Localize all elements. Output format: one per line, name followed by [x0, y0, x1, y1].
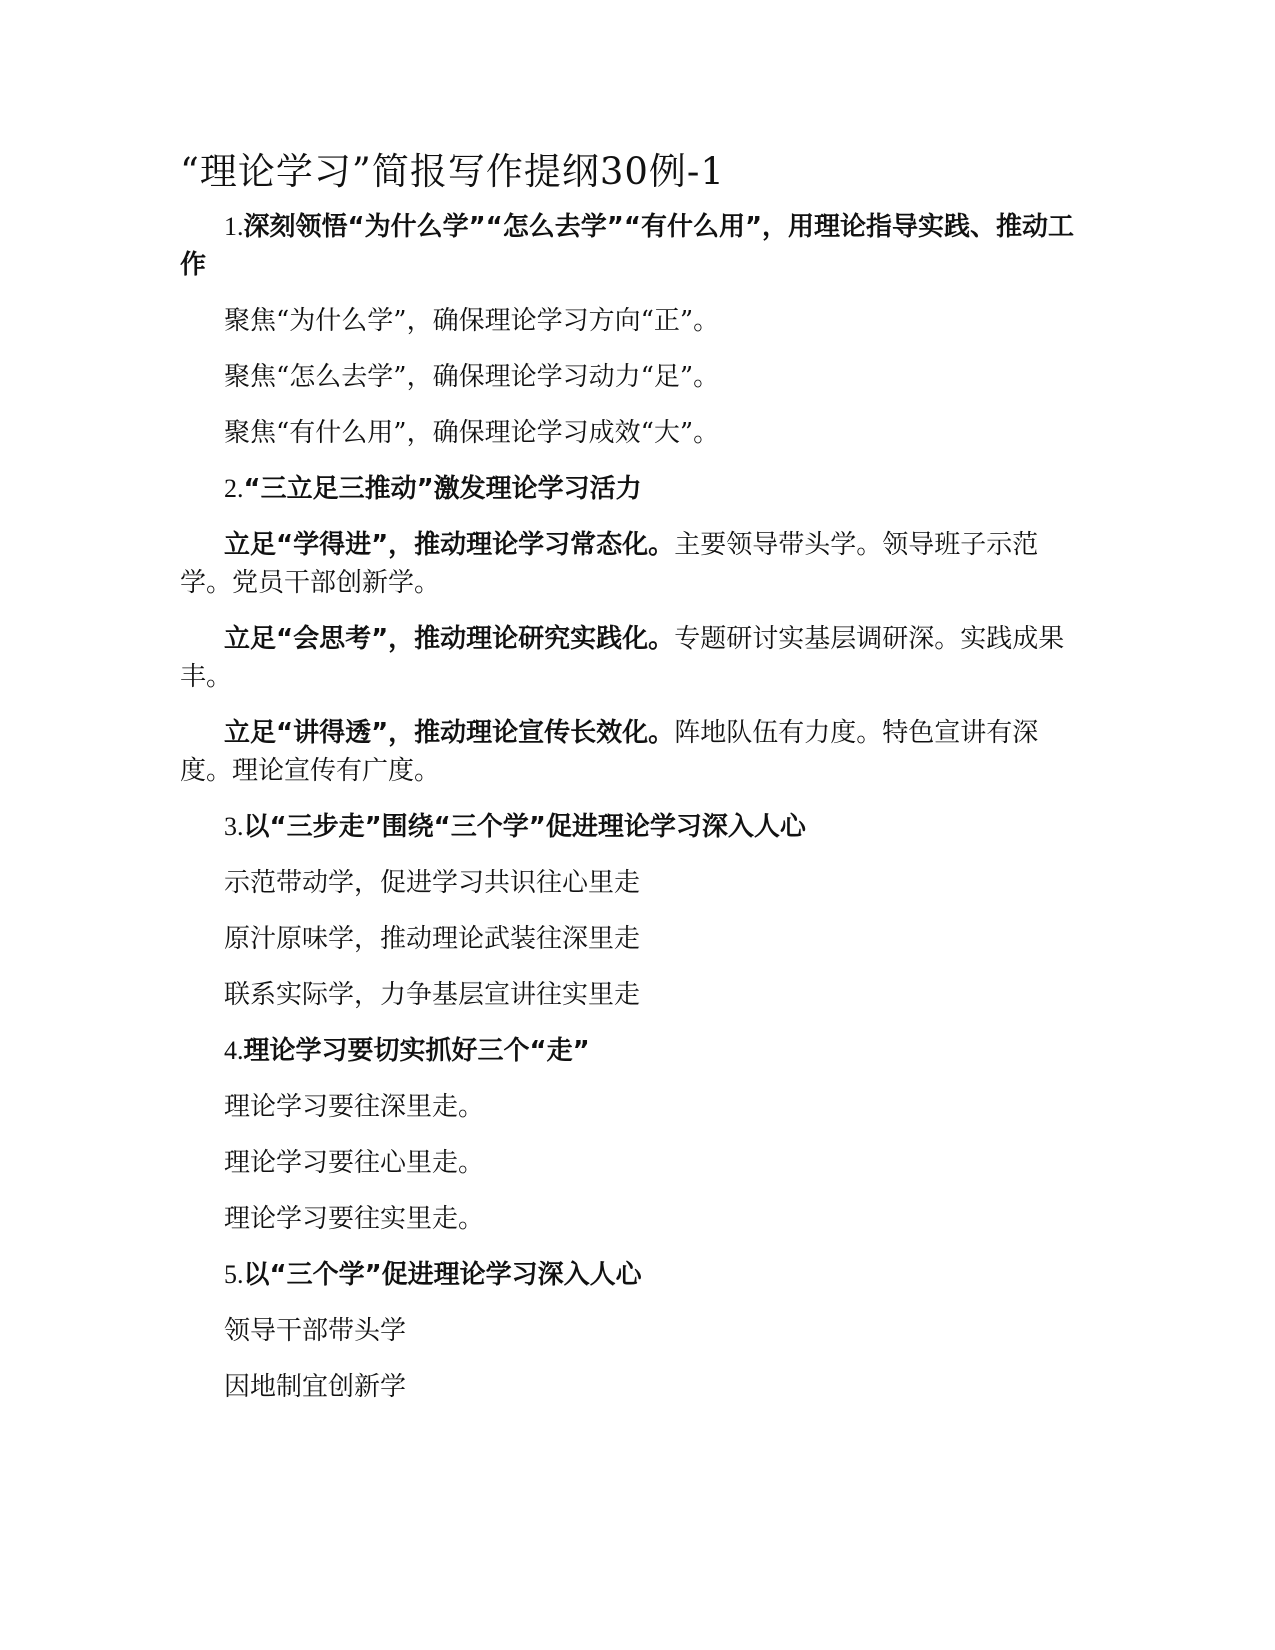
section-3: [180, 808, 1080, 1014]
list-item: 示范带动学，促进学习共识往心里走: [224, 868, 641, 898]
section-heading-text: 理论学习要切实抓好三个“走”: [243, 1036, 590, 1066]
paragraph-lead: 立足“学得进”，推动理论学习常态化。: [224, 530, 675, 560]
paragraph-lead: 立足“讲得透”，推动理论宣传长效化。: [224, 718, 675, 748]
paragraph: [180, 620, 1080, 696]
document-title: “理论学习”简报写作提纲30例-1: [180, 150, 725, 193]
list-item: 理论学习要往实里走。: [224, 1204, 485, 1234]
document-page: [180, 138, 1080, 1424]
list-item: 聚焦“有什么用”，确保理论学习成效“大”。: [224, 418, 720, 448]
list-item: 聚焦“为什么学”，确保理论学习方向“正”。: [224, 306, 720, 336]
section-1: [180, 208, 1080, 452]
list-item: 理论学习要往深里走。: [224, 1092, 485, 1122]
paragraph-text: 阵地队伍有力度。特色宣讲有深度。理论宣传有广度。: [180, 718, 1039, 786]
section-heading: [180, 1032, 1080, 1070]
paragraph: [180, 526, 1080, 602]
paragraph: [180, 714, 1080, 790]
list-item: 理论学习要往心里走。: [224, 1148, 485, 1178]
section-number: 2.: [224, 474, 244, 503]
section-4: [180, 1032, 1080, 1238]
list-item: 联系实际学，力争基层宣讲往实里走: [224, 980, 641, 1010]
list-item: 因地制宜创新学: [224, 1372, 407, 1402]
section-number: 4.: [224, 1036, 244, 1065]
section-heading: [180, 208, 1080, 284]
section-heading-text: 深刻领悟“为什么学”“怎么去学”“有什么用”，用理论指导实践、推动工作: [180, 212, 1075, 280]
section-number: 3.: [224, 812, 244, 841]
section-heading: [180, 470, 1080, 508]
section-heading-text: 以“三步走”围绕“三个学”促进理论学习深入人心: [243, 812, 806, 842]
paragraph-text: 主要领导带头学。领导班子示范学。党员干部创新学。: [180, 530, 1039, 598]
section-heading-text: “三立足三推动”激发理论学习活力: [243, 474, 642, 504]
section-5: [180, 1256, 1080, 1406]
section-heading-text: 以“三个学”促进理论学习深入人心: [243, 1260, 642, 1290]
paragraph-lead: 立足“会思考”，推动理论研究实践化。: [224, 624, 675, 654]
list-item: 原汁原味学，推动理论武装往深里走: [224, 924, 641, 954]
section-number: 1.: [224, 212, 244, 241]
list-item: 聚焦“怎么去学”，确保理论学习动力“足”。: [224, 362, 720, 392]
section-heading: [180, 1256, 1080, 1294]
section-heading: [180, 808, 1080, 846]
section-number: 5.: [224, 1260, 244, 1289]
list-item: 领导干部带头学: [224, 1316, 407, 1346]
section-2: [180, 470, 1080, 790]
paragraph-text: 专题研讨实基层调研深。实践成果丰。: [180, 624, 1065, 692]
